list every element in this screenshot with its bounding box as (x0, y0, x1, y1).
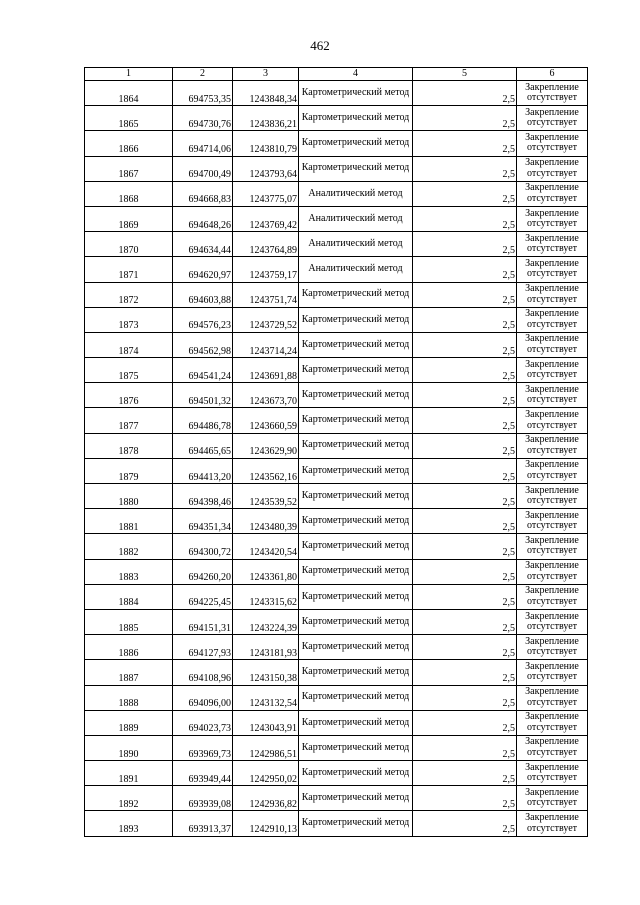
fixing-cell: Закрепление отсутствует (517, 106, 588, 131)
method-cell: Аналитический метод (299, 206, 413, 231)
accuracy-cell: 2,5 (413, 559, 517, 584)
point-number-cell: 1871 (85, 257, 173, 282)
accuracy-cell: 2,5 (413, 408, 517, 433)
method-cell: Картометрический метод (299, 131, 413, 156)
method-cell: Картометрический метод (299, 761, 413, 786)
method-cell: Картометрический метод (299, 458, 413, 483)
accuracy-cell: 2,5 (413, 358, 517, 383)
y-coordinate-cell: 1243629,90 (233, 433, 299, 458)
y-coordinate-cell: 1242950,02 (233, 761, 299, 786)
fixing-cell: Закрепление отсутствует (517, 307, 588, 332)
x-coordinate-cell: 693939,08 (173, 786, 233, 811)
fixing-cell: Закрепление отсутствует (517, 584, 588, 609)
x-coordinate-cell: 694700,49 (173, 156, 233, 181)
method-cell: Картометрический метод (299, 660, 413, 685)
accuracy-cell: 2,5 (413, 181, 517, 206)
accuracy-cell: 2,5 (413, 332, 517, 357)
fixing-cell: Закрепление отсутствует (517, 811, 588, 836)
point-number-cell: 1867 (85, 156, 173, 181)
accuracy-cell: 2,5 (413, 534, 517, 559)
point-number-cell: 1868 (85, 181, 173, 206)
y-coordinate-cell: 1243691,88 (233, 358, 299, 383)
method-cell: Картометрический метод (299, 383, 413, 408)
table-row (85, 609, 588, 634)
method-cell: Картометрический метод (299, 685, 413, 710)
column-header: 5 (413, 68, 517, 81)
x-coordinate-cell: 694465,65 (173, 433, 233, 458)
x-coordinate-cell: 694096,00 (173, 685, 233, 710)
point-number-cell: 1890 (85, 735, 173, 760)
accuracy-cell: 2,5 (413, 433, 517, 458)
table-row (85, 584, 588, 609)
y-coordinate-cell: 1243759,17 (233, 257, 299, 282)
y-coordinate-cell: 1242986,51 (233, 735, 299, 760)
x-coordinate-cell: 694225,45 (173, 584, 233, 609)
point-number-cell: 1877 (85, 408, 173, 433)
y-coordinate-cell: 1243361,80 (233, 559, 299, 584)
y-coordinate-cell: 1242936,82 (233, 786, 299, 811)
fixing-cell: Закрепление отсутствует (517, 458, 588, 483)
table-row (85, 383, 588, 408)
point-number-cell: 1875 (85, 358, 173, 383)
point-number-cell: 1886 (85, 635, 173, 660)
x-coordinate-cell: 694730,76 (173, 106, 233, 131)
point-number-cell: 1881 (85, 509, 173, 534)
fixing-cell: Закрепление отсутствует (517, 660, 588, 685)
x-coordinate-cell: 694714,06 (173, 131, 233, 156)
y-coordinate-cell: 1242910,13 (233, 811, 299, 836)
table-row (85, 282, 588, 307)
table-row (85, 761, 588, 786)
x-coordinate-cell: 693969,73 (173, 735, 233, 760)
fixing-cell: Закрепление отсутствует (517, 509, 588, 534)
table-row (85, 660, 588, 685)
point-number-cell: 1879 (85, 458, 173, 483)
point-number-cell: 1891 (85, 761, 173, 786)
point-number-cell: 1888 (85, 685, 173, 710)
y-coordinate-cell: 1243673,70 (233, 383, 299, 408)
y-coordinate-cell: 1243562,16 (233, 458, 299, 483)
fixing-cell: Закрепление отсутствует (517, 131, 588, 156)
point-number-cell: 1882 (85, 534, 173, 559)
accuracy-cell: 2,5 (413, 509, 517, 534)
point-number-cell: 1869 (85, 206, 173, 231)
y-coordinate-cell: 1243315,62 (233, 584, 299, 609)
fixing-cell: Закрепление отсутствует (517, 735, 588, 760)
point-number-cell: 1870 (85, 232, 173, 257)
y-coordinate-cell: 1243751,74 (233, 282, 299, 307)
method-cell: Картометрический метод (299, 332, 413, 357)
fixing-cell: Закрепление отсутствует (517, 433, 588, 458)
method-cell: Картометрический метод (299, 358, 413, 383)
table-row (85, 509, 588, 534)
column-header: 3 (233, 68, 299, 81)
point-number-cell: 1880 (85, 484, 173, 509)
x-coordinate-cell: 694562,98 (173, 332, 233, 357)
fixing-cell: Закрепление отсутствует (517, 786, 588, 811)
accuracy-cell: 2,5 (413, 761, 517, 786)
fixing-cell: Закрепление отсутствует (517, 408, 588, 433)
accuracy-cell: 2,5 (413, 257, 517, 282)
accuracy-cell: 2,5 (413, 232, 517, 257)
point-number-cell: 1878 (85, 433, 173, 458)
point-number-cell: 1864 (85, 81, 173, 106)
fixing-cell: Закрепление отсутствует (517, 206, 588, 231)
y-coordinate-cell: 1243480,39 (233, 509, 299, 534)
y-coordinate-cell: 1243775,07 (233, 181, 299, 206)
method-cell: Аналитический метод (299, 257, 413, 282)
column-header: 1 (85, 68, 173, 81)
accuracy-cell: 2,5 (413, 106, 517, 131)
point-number-cell: 1885 (85, 609, 173, 634)
y-coordinate-cell: 1243660,59 (233, 408, 299, 433)
x-coordinate-cell: 694398,46 (173, 484, 233, 509)
y-coordinate-cell: 1243714,24 (233, 332, 299, 357)
accuracy-cell: 2,5 (413, 710, 517, 735)
point-number-cell: 1874 (85, 332, 173, 357)
method-cell: Картометрический метод (299, 710, 413, 735)
column-header: 4 (299, 68, 413, 81)
x-coordinate-cell: 694753,35 (173, 81, 233, 106)
table-row (85, 232, 588, 257)
method-cell: Картометрический метод (299, 609, 413, 634)
accuracy-cell: 2,5 (413, 660, 517, 685)
fixing-cell: Закрепление отсутствует (517, 383, 588, 408)
fixing-cell: Закрепление отсутствует (517, 710, 588, 735)
x-coordinate-cell: 694108,96 (173, 660, 233, 685)
x-coordinate-cell: 694351,34 (173, 509, 233, 534)
table-row (85, 559, 588, 584)
y-coordinate-cell: 1243539,52 (233, 484, 299, 509)
table-row (85, 131, 588, 156)
point-number-cell: 1893 (85, 811, 173, 836)
fixing-cell: Закрепление отсутствует (517, 761, 588, 786)
fixing-cell: Закрепление отсутствует (517, 181, 588, 206)
x-coordinate-cell: 694634,44 (173, 232, 233, 257)
accuracy-cell: 2,5 (413, 307, 517, 332)
point-number-cell: 1889 (85, 710, 173, 735)
fixing-cell: Закрепление отсутствует (517, 257, 588, 282)
y-coordinate-cell: 1243810,79 (233, 131, 299, 156)
accuracy-cell: 2,5 (413, 131, 517, 156)
fixing-cell: Закрепление отсутствует (517, 282, 588, 307)
method-cell: Аналитический метод (299, 181, 413, 206)
y-coordinate-cell: 1243150,38 (233, 660, 299, 685)
fixing-cell: Закрепление отсутствует (517, 156, 588, 181)
accuracy-cell: 2,5 (413, 458, 517, 483)
method-cell: Картометрический метод (299, 484, 413, 509)
y-coordinate-cell: 1243181,93 (233, 635, 299, 660)
method-cell: Аналитический метод (299, 232, 413, 257)
accuracy-cell: 2,5 (413, 811, 517, 836)
table-row (85, 484, 588, 509)
table-row (85, 408, 588, 433)
method-cell: Картометрический метод (299, 509, 413, 534)
fixing-cell: Закрепление отсутствует (517, 81, 588, 106)
method-cell: Картометрический метод (299, 433, 413, 458)
table-row (85, 181, 588, 206)
method-cell: Картометрический метод (299, 408, 413, 433)
table-row (85, 710, 588, 735)
table-row (85, 358, 588, 383)
y-coordinate-cell: 1243420,54 (233, 534, 299, 559)
x-coordinate-cell: 694260,20 (173, 559, 233, 584)
table-row (85, 206, 588, 231)
accuracy-cell: 2,5 (413, 584, 517, 609)
table-row (85, 307, 588, 332)
table-row (85, 433, 588, 458)
y-coordinate-cell: 1243132,54 (233, 685, 299, 710)
y-coordinate-cell: 1243764,89 (233, 232, 299, 257)
method-cell: Картометрический метод (299, 106, 413, 131)
method-cell: Картометрический метод (299, 786, 413, 811)
x-coordinate-cell: 694151,31 (173, 609, 233, 634)
accuracy-cell: 2,5 (413, 81, 517, 106)
accuracy-cell: 2,5 (413, 635, 517, 660)
method-cell: Картометрический метод (299, 811, 413, 836)
fixing-cell: Закрепление отсутствует (517, 332, 588, 357)
table-row (85, 534, 588, 559)
accuracy-cell: 2,5 (413, 735, 517, 760)
accuracy-cell: 2,5 (413, 206, 517, 231)
page-number: 462 (310, 38, 330, 53)
point-number-cell: 1872 (85, 282, 173, 307)
x-coordinate-cell: 694300,72 (173, 534, 233, 559)
fixing-cell: Закрепление отсутствует (517, 534, 588, 559)
x-coordinate-cell: 693913,37 (173, 811, 233, 836)
point-number-cell: 1887 (85, 660, 173, 685)
x-coordinate-cell: 694576,23 (173, 307, 233, 332)
table-row (85, 81, 588, 106)
method-cell: Картометрический метод (299, 559, 413, 584)
method-cell: Картометрический метод (299, 307, 413, 332)
column-header: 6 (517, 68, 588, 81)
x-coordinate-cell: 694023,73 (173, 710, 233, 735)
table-row (85, 635, 588, 660)
table-row (85, 106, 588, 131)
x-coordinate-cell: 694648,26 (173, 206, 233, 231)
table-row (85, 156, 588, 181)
point-number-cell: 1883 (85, 559, 173, 584)
table-body (85, 81, 588, 837)
x-coordinate-cell: 694603,88 (173, 282, 233, 307)
fixing-cell: Закрепление отсутствует (517, 635, 588, 660)
table-row (85, 458, 588, 483)
x-coordinate-cell: 694620,97 (173, 257, 233, 282)
table-row (85, 735, 588, 760)
column-header: 2 (173, 68, 233, 81)
x-coordinate-cell: 694127,93 (173, 635, 233, 660)
x-coordinate-cell: 694668,83 (173, 181, 233, 206)
method-cell: Картометрический метод (299, 584, 413, 609)
y-coordinate-cell: 1243848,34 (233, 81, 299, 106)
x-coordinate-cell: 694541,24 (173, 358, 233, 383)
accuracy-cell: 2,5 (413, 609, 517, 634)
x-coordinate-cell: 694413,20 (173, 458, 233, 483)
method-cell: Картометрический метод (299, 81, 413, 106)
y-coordinate-cell: 1243729,52 (233, 307, 299, 332)
fixing-cell: Закрепление отсутствует (517, 484, 588, 509)
point-number-cell: 1876 (85, 383, 173, 408)
point-number-cell: 1866 (85, 131, 173, 156)
fixing-cell: Закрепление отсутствует (517, 358, 588, 383)
point-number-cell: 1873 (85, 307, 173, 332)
table-header-row (85, 68, 588, 81)
accuracy-cell: 2,5 (413, 383, 517, 408)
point-number-cell: 1892 (85, 786, 173, 811)
method-cell: Картометрический метод (299, 735, 413, 760)
fixing-cell: Закрепление отсутствует (517, 685, 588, 710)
method-cell: Картометрический метод (299, 635, 413, 660)
accuracy-cell: 2,5 (413, 786, 517, 811)
table-row (85, 257, 588, 282)
y-coordinate-cell: 1243043,91 (233, 710, 299, 735)
y-coordinate-cell: 1243836,21 (233, 106, 299, 131)
fixing-cell: Закрепление отсутствует (517, 609, 588, 634)
method-cell: Картометрический метод (299, 282, 413, 307)
coordinates-table (84, 67, 588, 837)
method-cell: Картометрический метод (299, 534, 413, 559)
point-number-cell: 1865 (85, 106, 173, 131)
table-row (85, 786, 588, 811)
y-coordinate-cell: 1243793,64 (233, 156, 299, 181)
accuracy-cell: 2,5 (413, 282, 517, 307)
y-coordinate-cell: 1243224,39 (233, 609, 299, 634)
accuracy-cell: 2,5 (413, 484, 517, 509)
table-row (85, 685, 588, 710)
point-number-cell: 1884 (85, 584, 173, 609)
fixing-cell: Закрепление отсутствует (517, 232, 588, 257)
x-coordinate-cell: 694501,32 (173, 383, 233, 408)
fixing-cell: Закрепление отсутствует (517, 559, 588, 584)
method-cell: Картометрический метод (299, 156, 413, 181)
table-row (85, 332, 588, 357)
y-coordinate-cell: 1243769,42 (233, 206, 299, 231)
table-row (85, 811, 588, 836)
x-coordinate-cell: 693949,44 (173, 761, 233, 786)
accuracy-cell: 2,5 (413, 156, 517, 181)
accuracy-cell: 2,5 (413, 685, 517, 710)
x-coordinate-cell: 694486,78 (173, 408, 233, 433)
